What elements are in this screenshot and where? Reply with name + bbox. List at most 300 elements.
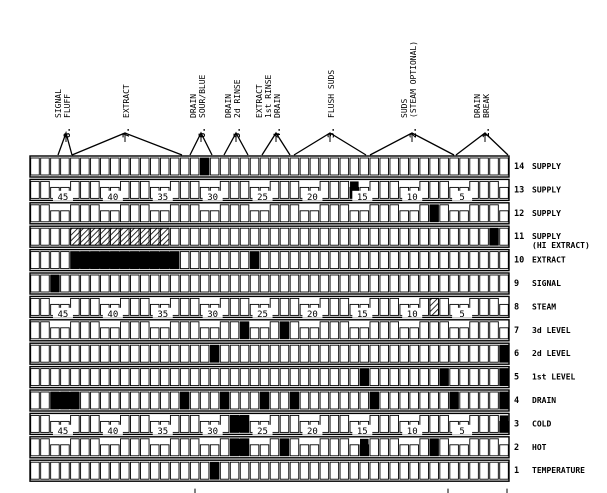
timer-cell	[140, 392, 149, 409]
timer-cell	[470, 158, 479, 175]
timer-cell	[190, 345, 199, 362]
timer-cell	[380, 228, 389, 245]
timer-cell	[330, 439, 339, 456]
time-marker: 25	[257, 426, 268, 437]
timer-cell	[480, 392, 489, 409]
timer-cell	[310, 252, 319, 269]
timer-cell	[400, 275, 409, 292]
step-label-line: DRAIN	[273, 93, 282, 118]
timer-cell	[61, 211, 70, 222]
timer-cell	[240, 275, 249, 292]
timer-cell	[190, 205, 199, 222]
active-cell	[500, 415, 509, 432]
timer-cell	[250, 158, 259, 175]
timer-cell	[280, 369, 289, 386]
step-label-line: 2d RINSE	[233, 79, 242, 118]
time-marker: 40	[107, 426, 119, 437]
timer-cell	[380, 158, 389, 175]
timer-cell	[430, 415, 439, 432]
timer-cell	[290, 228, 299, 245]
timer-cell	[450, 462, 459, 479]
timer-cell	[420, 439, 429, 456]
timer-cell	[150, 211, 159, 222]
timer-cell	[31, 392, 40, 409]
timer-cell	[450, 328, 459, 339]
channel-row-10	[30, 250, 509, 271]
timer-cell	[350, 328, 359, 339]
channel-name: TEMPERATURE	[532, 466, 585, 476]
step-label-line: SIGNAL	[54, 89, 63, 118]
timer-cell	[300, 211, 309, 222]
timer-cell	[240, 298, 249, 315]
timer-cell	[61, 369, 70, 386]
timer-cell	[290, 298, 299, 315]
timer-cell	[330, 181, 339, 198]
timer-cell	[330, 298, 339, 315]
timer-cell	[51, 462, 60, 479]
timer-cell	[410, 369, 419, 386]
active-cell	[500, 369, 509, 386]
timer-cell	[310, 445, 319, 456]
timer-cell	[500, 328, 509, 339]
timer-cell	[230, 205, 239, 222]
timer-cell	[500, 252, 509, 269]
active-cell	[180, 392, 189, 409]
timer-cell	[280, 462, 289, 479]
timer-cell	[430, 158, 439, 175]
timer-cell	[111, 345, 120, 362]
timer-cell	[121, 369, 130, 386]
time-marker: 30	[207, 426, 219, 437]
timer-cell	[180, 228, 189, 245]
channel-number: 3	[514, 419, 520, 430]
timer-cell	[260, 252, 269, 269]
timer-cell	[91, 205, 100, 222]
timer-cell	[430, 181, 439, 198]
timer-cell	[360, 252, 369, 269]
timer-cell	[200, 211, 209, 222]
time-marker: 25	[257, 192, 268, 203]
timer-cell	[51, 345, 60, 362]
timer-cell	[440, 275, 449, 292]
channel-name: (HI EXTRACT)	[532, 241, 590, 251]
timer-cell	[400, 328, 409, 339]
active-cell	[260, 392, 269, 409]
timer-cell	[330, 415, 339, 432]
step-header-3	[294, 70, 366, 155]
timer-cell	[190, 322, 199, 339]
timer-cell	[130, 439, 139, 456]
channel-name: EXTRACT	[532, 255, 566, 265]
timer-cell	[240, 228, 249, 245]
timer-cell	[340, 439, 349, 456]
timer-cell	[81, 369, 90, 386]
channel-label-1	[514, 466, 585, 476]
timer-cell	[360, 275, 369, 292]
step-number: 5.	[233, 127, 243, 138]
timer-cell	[330, 275, 339, 292]
timer-cell	[480, 181, 489, 198]
timer-cell	[380, 252, 389, 269]
timer-cell	[390, 345, 399, 362]
channel-name: SUPPLY	[532, 232, 561, 242]
timer-cell	[340, 392, 349, 409]
timer-cell	[91, 462, 100, 479]
timer-cell	[170, 228, 179, 245]
timer-cell	[290, 439, 299, 456]
hatched-cells	[71, 228, 169, 245]
timer-cell	[350, 445, 359, 456]
timer-cell	[460, 328, 469, 339]
timer-cell	[280, 275, 289, 292]
active-cell	[500, 392, 509, 409]
timer-cell	[91, 181, 100, 198]
timer-cell	[240, 345, 249, 362]
timer-cell	[150, 369, 159, 386]
channel-name: DRAIN	[532, 396, 557, 405]
timer-cell	[470, 228, 479, 245]
timer-cell	[310, 392, 319, 409]
timer-cell	[31, 252, 40, 269]
timer-cell	[140, 415, 149, 432]
timer-cell	[450, 369, 459, 386]
timer-cell	[121, 205, 130, 222]
timer-cell	[150, 328, 159, 339]
step-headers	[54, 41, 508, 155]
timer-cell	[290, 252, 299, 269]
timer-cell	[390, 298, 399, 315]
channel-name: SUPPLY	[532, 208, 561, 218]
step-label-line: EXTRACT	[255, 84, 264, 118]
timer-cell	[200, 228, 209, 245]
channel-label-2	[514, 443, 547, 453]
timer-cell	[490, 322, 499, 339]
timer-cell	[350, 392, 359, 409]
timer-cell	[230, 228, 239, 245]
timer-cell	[260, 345, 269, 362]
timer-cell	[330, 158, 339, 175]
timer-cell	[500, 211, 509, 222]
timer-cell	[111, 275, 120, 292]
timer-cell	[180, 345, 189, 362]
step-header-1	[456, 94, 508, 155]
timer-cell	[360, 462, 369, 479]
timer-cell	[400, 228, 409, 245]
channel-name: STEAM	[532, 302, 557, 312]
timer-cell	[31, 228, 40, 245]
timer-cell	[450, 158, 459, 175]
timer-cell	[230, 275, 239, 292]
timer-cell	[410, 445, 419, 456]
timer-cell	[190, 228, 199, 245]
footer	[195, 489, 507, 493]
active-cell	[220, 392, 229, 409]
time-marker: 15	[356, 309, 368, 320]
timer-cell	[51, 445, 60, 456]
timer-cell	[380, 275, 389, 292]
time-marker: 40	[107, 309, 119, 320]
step-number: 2.	[409, 127, 419, 138]
time-marker: 40	[107, 192, 119, 203]
timer-cell	[390, 205, 399, 222]
step-header-8	[54, 89, 73, 155]
timer-cell	[300, 275, 309, 292]
timer-cell	[440, 158, 449, 175]
timer-cell	[130, 415, 139, 432]
step-header-4	[255, 74, 290, 155]
timer-cell	[140, 439, 149, 456]
timer-cell	[410, 328, 419, 339]
timer-cell	[280, 345, 289, 362]
timer-cell	[41, 439, 50, 456]
timer-cell	[340, 415, 349, 432]
timer-cell	[490, 298, 499, 315]
timer-cell	[190, 462, 199, 479]
timer-cell	[250, 392, 259, 409]
timer-cell	[330, 322, 339, 339]
active-cell	[230, 439, 249, 456]
timer-cell	[71, 205, 80, 222]
timer-cell	[31, 181, 40, 198]
timer-cell	[250, 211, 259, 222]
channel-name: 3d LEVEL	[532, 325, 571, 335]
timer-cell	[400, 369, 409, 386]
timer-cell	[500, 228, 509, 245]
active-cell	[430, 439, 439, 456]
timer-cell	[470, 439, 479, 456]
timer-cell	[340, 158, 349, 175]
timer-cell	[81, 298, 90, 315]
step-number: 3.	[327, 127, 337, 138]
timer-cell	[270, 392, 279, 409]
active-cell	[290, 392, 299, 409]
timer-cell	[390, 275, 399, 292]
timer-cell	[150, 445, 159, 456]
channel-labels	[514, 162, 590, 476]
timer-cell	[51, 211, 60, 222]
step-header-7	[72, 84, 182, 155]
timer-cell	[250, 328, 259, 339]
timer-cell	[400, 462, 409, 479]
timer-cell	[300, 252, 309, 269]
timer-cell	[180, 158, 189, 175]
timer-cell	[220, 228, 229, 245]
timer-cell	[360, 211, 369, 222]
channel-number: 9	[514, 279, 520, 289]
timer-cell	[340, 322, 349, 339]
active-cell	[240, 322, 249, 339]
time-marker: 20	[307, 426, 318, 437]
timer-cell	[450, 211, 459, 222]
timer-cell	[121, 275, 130, 292]
timer-cell	[130, 322, 139, 339]
timer-cell	[380, 205, 389, 222]
channel-number: 8	[514, 302, 520, 313]
timer-cell	[41, 228, 50, 245]
timer-cell	[490, 415, 499, 432]
timer-cell	[320, 252, 329, 269]
timer-cell	[270, 322, 279, 339]
timer-cell	[410, 211, 419, 222]
timer-cell	[51, 328, 60, 339]
step-label-line: SOUR/BLUE	[198, 74, 207, 118]
timer-cell	[270, 228, 279, 245]
timer-cell	[340, 275, 349, 292]
timer-cell	[31, 462, 40, 479]
timer-cell	[101, 392, 110, 409]
timer-cell	[210, 275, 219, 292]
timer-cell	[300, 392, 309, 409]
timer-cell	[180, 205, 189, 222]
timer-cell	[160, 345, 169, 362]
active-cell	[370, 392, 379, 409]
timer-cell	[270, 275, 279, 292]
timer-cell	[450, 345, 459, 362]
timer-cell	[460, 369, 469, 386]
timer-cell	[300, 462, 309, 479]
timer-cell	[500, 275, 509, 292]
timer-cell	[490, 462, 499, 479]
timer-cell	[330, 345, 339, 362]
timer-cell	[320, 158, 329, 175]
timer-cell	[360, 228, 369, 245]
timer-cell	[440, 415, 449, 432]
timer-cell	[200, 252, 209, 269]
timer-cell	[280, 158, 289, 175]
timer-cell	[41, 252, 50, 269]
timer-cell	[200, 392, 209, 409]
timer-cell	[440, 228, 449, 245]
timer-cell	[91, 298, 100, 315]
timer-cell	[440, 439, 449, 456]
timer-cell	[390, 415, 399, 432]
step-number: 6.	[198, 127, 208, 138]
channel-label-10	[514, 256, 566, 266]
timer-cell	[200, 345, 209, 362]
timer-cell	[61, 462, 70, 479]
timer-cell	[81, 322, 90, 339]
timer-cell	[31, 345, 40, 362]
timer-cell	[270, 462, 279, 479]
timer-cell	[200, 369, 209, 386]
channel-row-1	[30, 460, 509, 481]
timer-cell	[121, 392, 130, 409]
channel-label-12	[514, 209, 561, 219]
timer-cell	[440, 462, 449, 479]
timer-cell	[350, 211, 359, 222]
active-cell	[500, 345, 509, 362]
timer-cell	[260, 211, 269, 222]
timer-cell	[41, 369, 50, 386]
channel-name: 2d LEVEL	[532, 349, 571, 359]
timer-cell	[71, 462, 80, 479]
timer-cell	[330, 228, 339, 245]
timer-cell	[111, 445, 120, 456]
channel-number: 7	[514, 325, 520, 336]
timer-cell	[130, 298, 139, 315]
timer-cell	[170, 322, 179, 339]
timer-cell	[270, 439, 279, 456]
timer-cell	[81, 181, 90, 198]
timer-cell	[180, 369, 189, 386]
timer-cell	[190, 275, 199, 292]
timer-cell	[41, 345, 50, 362]
timer-cell	[470, 322, 479, 339]
timer-cell	[460, 158, 469, 175]
timer-cell	[340, 298, 349, 315]
channel-row-6	[30, 343, 509, 364]
timer-cell	[150, 392, 159, 409]
timer-cell	[370, 228, 379, 245]
timer-cell	[430, 462, 439, 479]
timer-cell	[121, 345, 130, 362]
timer-cell	[390, 369, 399, 386]
channel-name: SIGNAL	[532, 279, 561, 288]
timer-cell	[380, 322, 389, 339]
timer-cell	[51, 228, 60, 245]
timer-cell	[350, 275, 359, 292]
timer-cell	[81, 158, 90, 175]
timer-cell	[420, 322, 429, 339]
timer-cell	[280, 205, 289, 222]
timer-cell	[490, 369, 499, 386]
active-cell	[230, 415, 249, 432]
time-marker: 10	[406, 426, 418, 437]
timer-cell	[41, 392, 50, 409]
timer-cell	[400, 392, 409, 409]
timer-cell	[210, 392, 219, 409]
time-marker: 45	[57, 426, 69, 437]
timer-cell	[250, 445, 259, 456]
timer-cell	[111, 369, 120, 386]
timer-cell	[430, 369, 439, 386]
timer-cell	[440, 181, 449, 198]
timer-cell	[250, 345, 259, 362]
timer-cell	[240, 392, 249, 409]
timer-cell	[230, 181, 239, 198]
timer-cell	[310, 211, 319, 222]
timer-cell	[470, 392, 479, 409]
timer-cell	[460, 462, 469, 479]
timer-cell	[121, 439, 130, 456]
timer-cell	[81, 439, 90, 456]
timer-cell	[31, 275, 40, 292]
timer-cell	[210, 228, 219, 245]
timer-cell	[41, 462, 50, 479]
timer-cell	[270, 369, 279, 386]
timer-cell	[430, 275, 439, 292]
timer-cell	[111, 211, 120, 222]
time-marker: 35	[157, 426, 169, 437]
timer-cell	[460, 345, 469, 362]
timer-cell	[71, 369, 80, 386]
timer-cell	[290, 462, 299, 479]
step-header-5	[224, 79, 248, 155]
timer-cell	[230, 462, 239, 479]
timer-cell	[450, 228, 459, 245]
timer-cell	[91, 439, 100, 456]
timer-cell	[370, 345, 379, 362]
timer-cell	[160, 392, 169, 409]
timer-cell	[440, 392, 449, 409]
time-marker: 35	[157, 192, 169, 203]
active-cell	[210, 345, 219, 362]
timer-cell	[380, 415, 389, 432]
timer-cell	[280, 392, 289, 409]
timer-cell	[310, 369, 319, 386]
timer-cell	[101, 345, 110, 362]
timer-cell	[190, 252, 199, 269]
